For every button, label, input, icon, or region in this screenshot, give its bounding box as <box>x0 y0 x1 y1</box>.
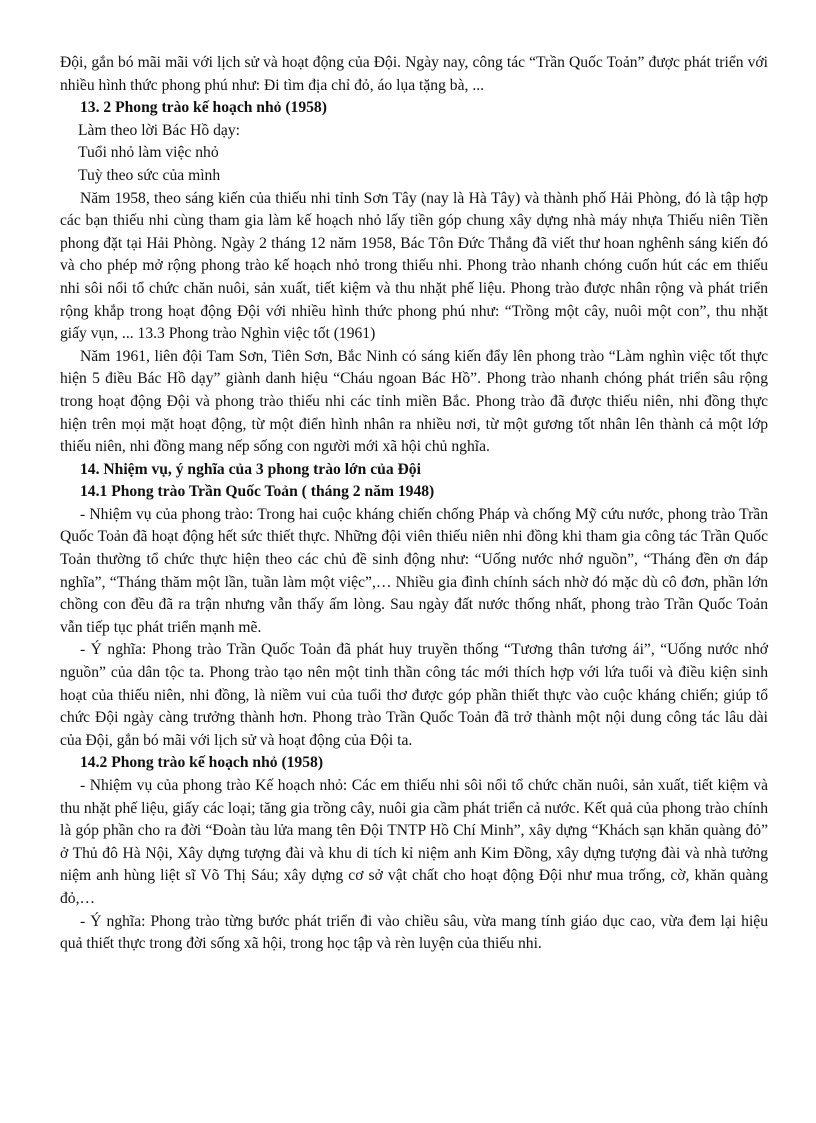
heading-14-1: 14.1 Phong trào Trần Quốc Toản ( tháng 2 năm 1948) <box>80 483 435 501</box>
paragraph-14-1-meaning: - Ý nghĩa: Phong trào Trần Quốc Toản đã phát huy truyền thống “Tương thân tương ái”, “Uống nước nhớ nguồn” của dân tộc ta. Phong trào tạo nên một tinh thần công tác mới thích hợp với lứa tuổi và điều kiện sinh hoạt của thiếu niên, nhi đồng, là niềm vui của tuổi thơ được góp phần thiết thực vào cuộc kháng chiến; giúp tổ chức Đội ngày càng trưởng thành hơn. Phong trào Trần Quốc Toản đã trở thành một nội dung công tác lâu dài của Đội, gắn bó mãi với lịch sử và hoạt động của Đội ta. <box>60 641 768 749</box>
paragraph-1958: Năm 1958, theo sáng kiến của thiếu nhi tỉnh Sơn Tây (nay là Hà Tây) và thành phố Hải Phòng, đó là tập hợp các bạn thiếu nhi cùng tham gia làm kế hoạch nhỏ lấy tiền góp chung xây dựng nhà máy nhựa Thiếu niên Tiền phong đặt tại Hải Phòng. Ngày 2 tháng 12 năm 1958, Bác Tôn Đức Thắng đã viết thư hoan nghênh sáng kiến đó và cho phép mở rộng phong trào kế hoạch nhỏ trong thiếu nhi. Phong trào nhanh chóng cuốn hút các em thiếu nhi sôi nổi tổ chức chăn nuôi, sản xuất, tiết kiệm và thu nhặt phế liệu. Phong trào được nhân rộng và phát triển rộng khắp trong hoạt động Đội với nhiều hình thức phong phú như: “Trồng một cây, nuôi một con”, thu nhặt giấy vụn, ... 13.3 Phong trào Nghìn việc tốt (1961) <box>60 189 768 343</box>
heading-13-2: 13. 2 Phong trào kế hoạch nhỏ (1958) <box>80 99 327 117</box>
heading-14-2: 14.2 Phong trào kế hoạch nhỏ (1958) <box>80 754 324 772</box>
document-page <box>60 52 768 956</box>
paragraph-14-1-mission: - Nhiệm vụ của phong trào: Trong hai cuộc kháng chiến chống Pháp và chống Mỹ cứu nước, phong trào Trần Quốc Toản đã hoạt động hết sức thiết thực. Những đội viên thiếu niên nhi đồng khi tham gia công tác Trần Quốc Toản thường tổ chức thực hiện theo các chủ đề sinh động như: “Uống nước nhớ nguồn”, “Tháng đền ơn đáp nghĩa”, “Tháng thăm một lần, tuần làm một việc”,… Nhiều gia đình chính sách nhờ đó mặc dù cô đơn, phần lớn chồng con đều đã ra trận nhưng vẫn thấy ấm lòng. Sau ngày đất nước thống nhất, phong trào Trần Quốc Toản vẫn tiếp tục phát triển mạnh mẽ. <box>60 505 768 636</box>
heading-14: 14. Nhiệm vụ, ý nghĩa của 3 phong trào lớn của Đội <box>80 460 421 478</box>
verse-line-3: Tuỳ theo sức của mình <box>78 166 221 184</box>
verse-line-1: Làm theo lời Bác Hồ dạy: <box>78 121 240 139</box>
paragraph-14-2-meaning: - Ý nghĩa: Phong trào từng bước phát triển đi vào chiều sâu, vừa mang tính giáo dục cao, vừa đem lại hiệu quả thiết thực trong đời sống xã hội, trong học tập và rèn luyện của thiếu nhi. <box>60 912 768 953</box>
paragraph-intro: Đội, gắn bó mãi mãi với lịch sử và hoạt động của Đội. Ngày nay, công tác “Trần Quốc Toản” được phát triển với nhiều hình thức phong phú như: Đi tìm địa chỉ đỏ, áo lụa tặng bà, ... <box>60 54 768 94</box>
paragraph-14-2-mission: - Nhiệm vụ của phong trào Kế hoạch nhỏ: Các em thiếu nhi sôi nổi tổ chức chăn nuôi, sản xuất, tiết kiệm và thu nhặt phế liệu, giấy các loại; tăng gia trồng cây, nuôi gia cầm phát triển cả nước. Kết quả của phong trào chính là góp phần cho ra đời “Đoàn tàu lửa mang tên Đội TNTP Hồ Chí Minh”, xây dựng “Khách sạn khăn quàng đỏ” ở Thủ đô Hà Nội, Xây dựng tượng đài và khu di tích kỉ niệm anh Kim Đồng, xây dựng tượng đài và nhà tưởng niệm anh hùng liệt sĩ Võ Thị Sáu; xây dựng cơ sở vật chất cho hoạt động Đội như mua trống, cờ, khăn quàng đỏ,… <box>60 777 768 907</box>
paragraph-1961: Năm 1961, liên đội Tam Sơn, Tiên Sơn, Bắc Ninh có sáng kiến đẩy lên phong trào “Làm nghìn việc tốt thực hiện 5 điều Bác Hồ dạy” giành danh hiệu “Cháu ngoan Bác Hồ”. Phong trào nhanh chóng phát triển sâu rộng trong hoạt động Đội và phong trào thiếu nhi các tỉnh miền Bắc. Phong trào đã được thiếu niên, nhi đồng thực hiện trên mọi mặt hoạt động, từ một điển hình nhân ra nhiều nơi, từ một gương tốt nhân lên thành cả một lớp thiếu niên, nhi đồng mang nếp sống con người mới xã hội chủ nghĩa. <box>60 347 768 456</box>
verse-line-2: Tuổi nhỏ làm việc nhỏ <box>78 144 219 162</box>
